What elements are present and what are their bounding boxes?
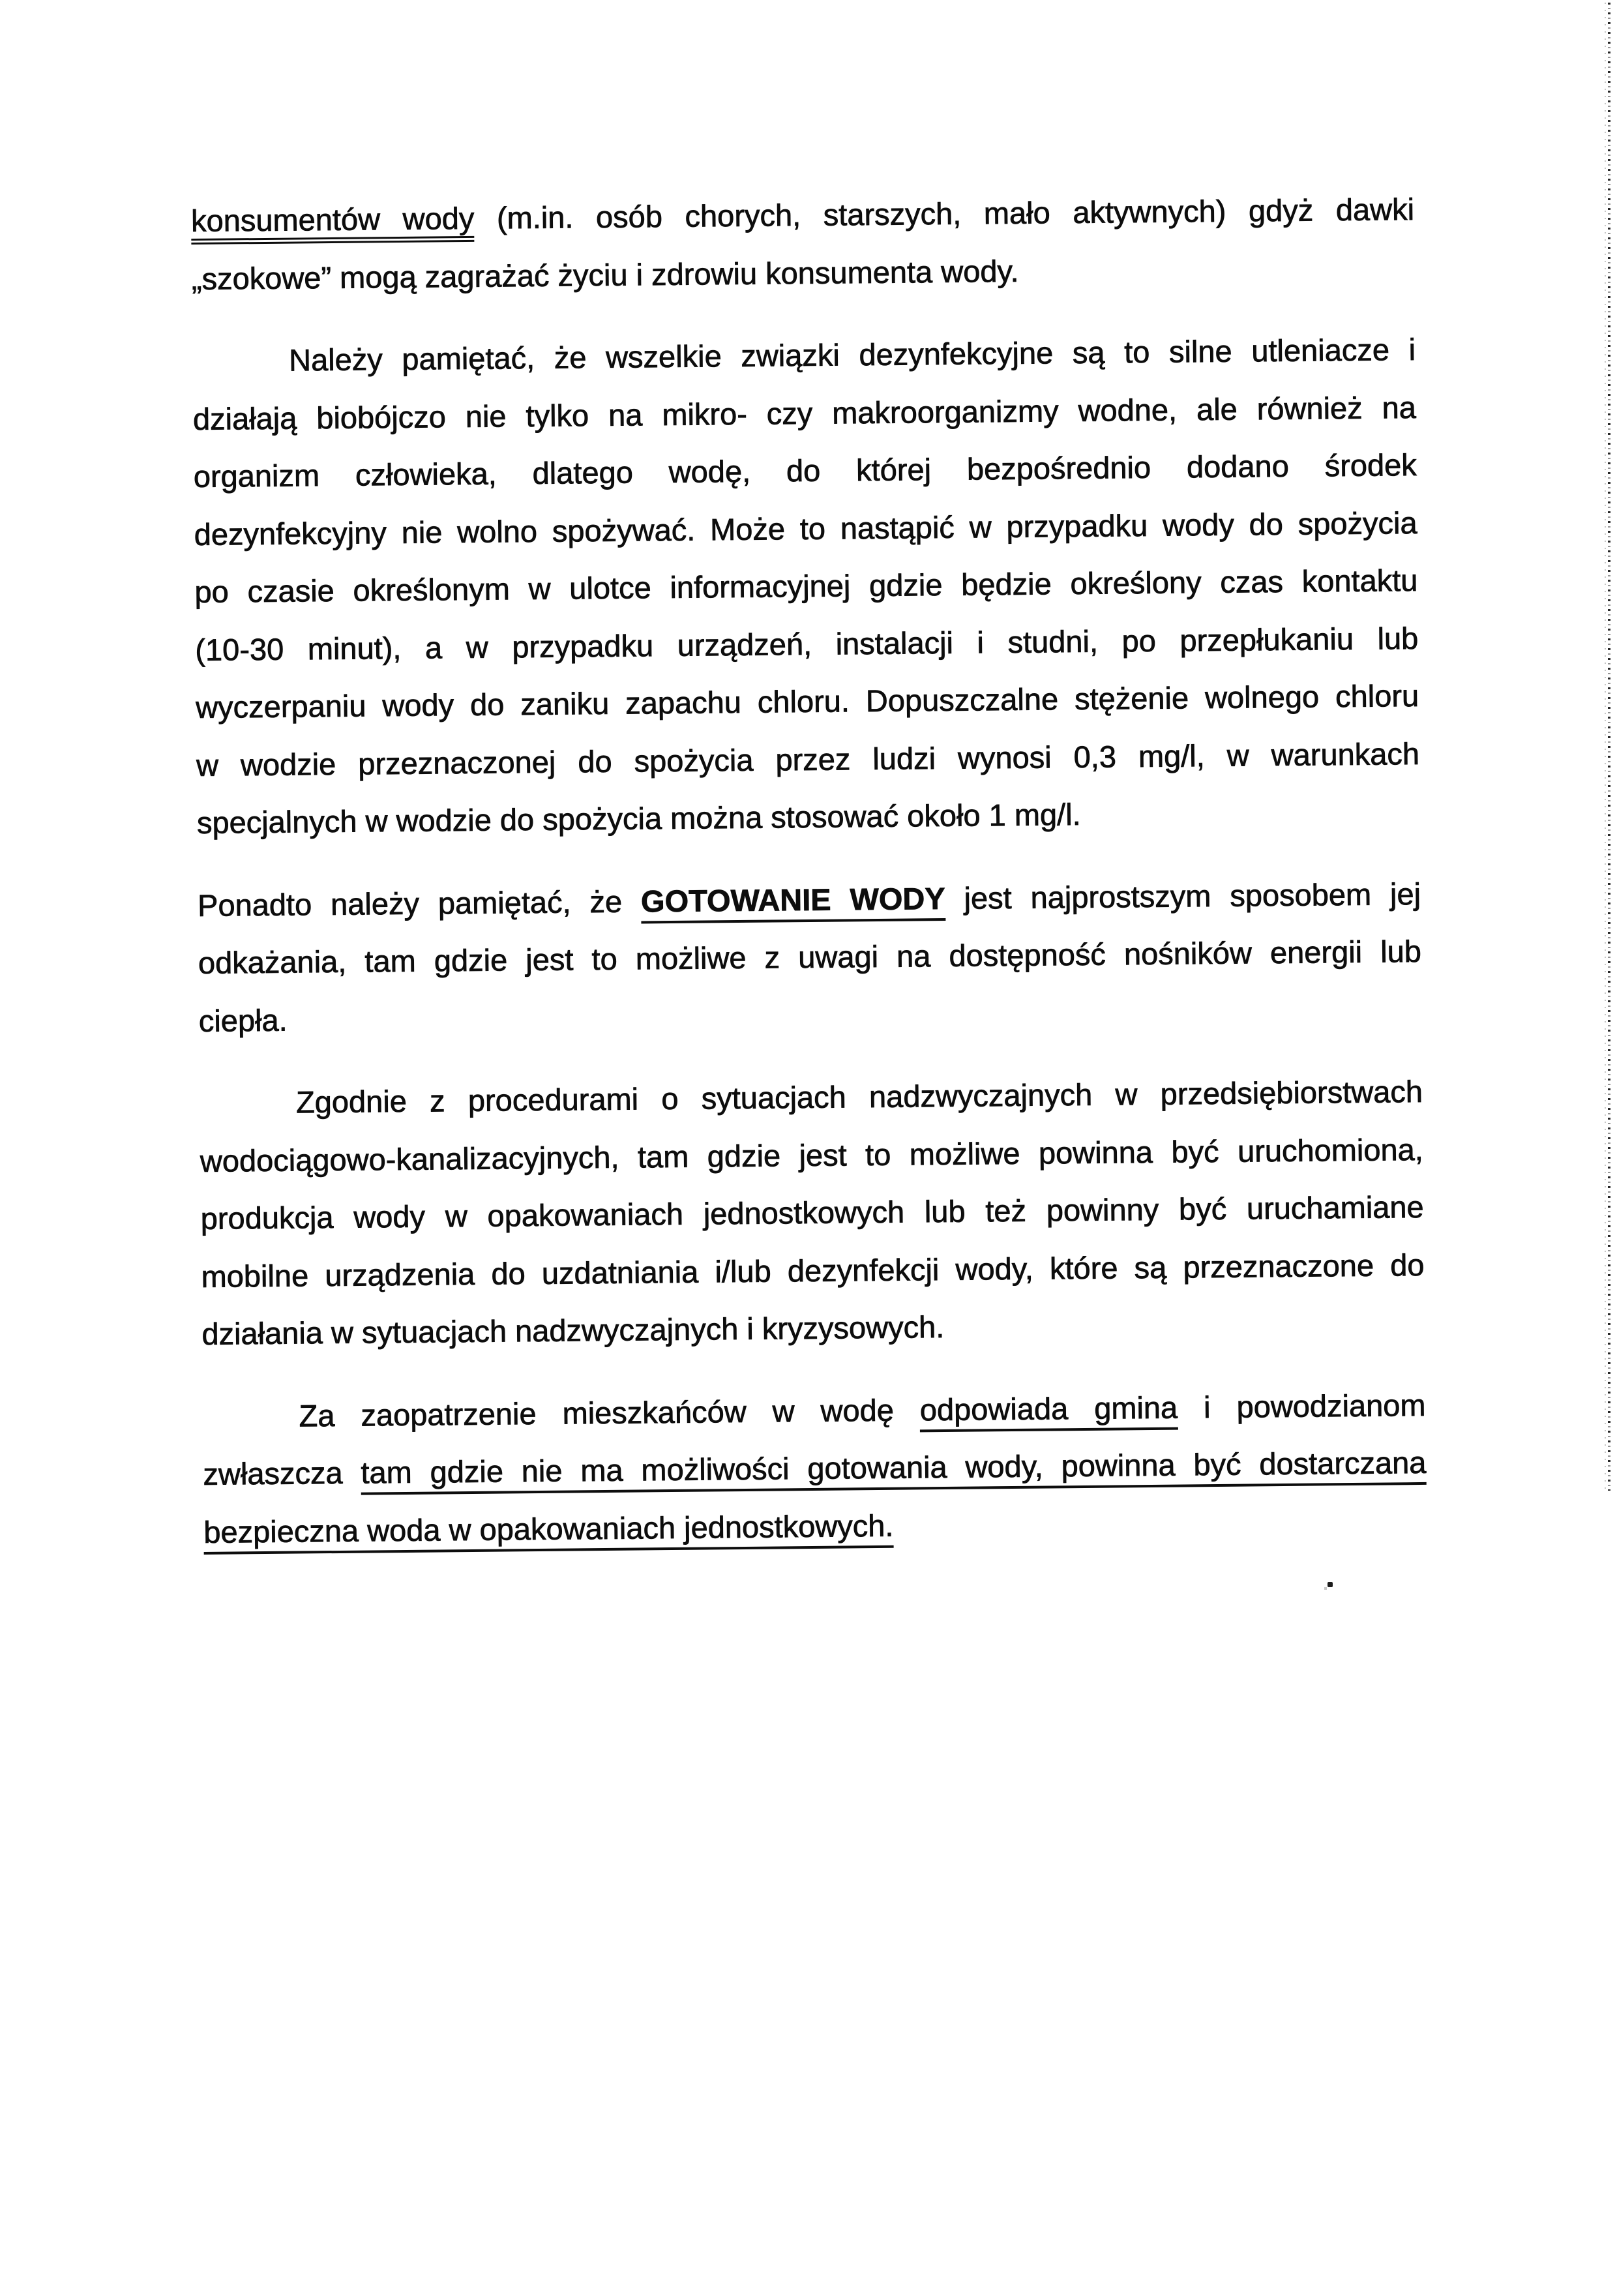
ink-speck xyxy=(1328,1582,1333,1587)
text-line xyxy=(201,1294,1425,1364)
text-segment: po czasie określonym w ulotce informacyjnej gdzie będzie określony czas kontaktu xyxy=(194,562,1418,610)
text-line xyxy=(196,667,1419,737)
text-segment: Za zaopatrzenie mieszkańców w wodę xyxy=(299,1392,921,1433)
text-segment: dezynfekcyjny nie wolno spożywać. Może to nastąpić w przypadku wody do spożycia xyxy=(194,505,1417,552)
text-segment: Ponadto należy pamiętać, że xyxy=(197,883,642,923)
paragraph xyxy=(200,1063,1425,1363)
text-segment: i powodzianom xyxy=(1177,1387,1426,1425)
text-line xyxy=(198,980,1422,1050)
text-segment: działania w sytuacjach nadzwyczajnych i kryzysowych. xyxy=(201,1309,945,1351)
text-segment: (m.in. osób chorych, starszych, mało aktywnych) gdyż dawki xyxy=(474,192,1415,235)
paragraph xyxy=(202,1376,1427,1560)
text-segment: (10-30 minut), a w przypadku urządzeń, instalacji i studni, po przepłukaniu lub xyxy=(195,620,1419,667)
underlined-text-segment: tam gdzie nie ma możliwości gotowania wody, powinna być dostarczana xyxy=(361,1445,1427,1495)
text-line xyxy=(196,783,1420,852)
text-line xyxy=(200,1178,1424,1248)
text-line xyxy=(203,1491,1427,1561)
text-segment: zwłaszcza xyxy=(203,1455,361,1491)
text-segment: wodociągowo-kanalizacyjnych, tam gdzie jest to możliwe powinna być uruchomiona, xyxy=(200,1131,1424,1178)
text-line xyxy=(193,436,1417,506)
text-segment: mobilne urządzenia do uzdatniania i/lub dezynfekcji wody, które są przeznaczone do xyxy=(201,1247,1425,1294)
text-line xyxy=(198,923,1422,992)
paragraph xyxy=(191,181,1416,308)
text-segment: organizm człowieka, dlatego wodę, do której bezpośrednio dodano środek xyxy=(193,447,1417,494)
text-segment: specjalnych w wodzie do spożycia można stosować około 1 mg/l. xyxy=(196,796,1081,840)
text-segment: wyczerpaniu wody do zaniku zapachu chloru. Dopuszczalne stężenie wolnego chloru xyxy=(195,678,1419,724)
underlined-text-segment: GOTOWANIE WODY xyxy=(641,880,945,923)
text-segment: jest najprostszym sposobem jej xyxy=(945,876,1421,916)
text-line xyxy=(196,724,1420,794)
text-segment: Należy pamiętać, że wszelkie związki dezynfekcyjne są to silne utleniacze i xyxy=(288,332,1416,378)
text-line xyxy=(200,1063,1423,1133)
text-line xyxy=(192,321,1416,391)
underlined-text-segment: konsumentów wody xyxy=(191,201,475,245)
text-segment: produkcja wody w opakowaniach jednostkowych lub też powinny być uruchamiane xyxy=(200,1189,1424,1236)
text-line xyxy=(191,181,1415,250)
text-segment: odkażania, tam gdzie jest to możliwe z uwagi na dostępność nośników energii lub xyxy=(198,933,1422,980)
underlined-text-segment: odpowiada gmina xyxy=(920,1390,1178,1432)
text-segment: w wodzie przeznaczonej do spożycia przez ludzi wynosi 0,3 mg/l, w warunkach xyxy=(196,736,1420,783)
scan-edge-artifact-line xyxy=(1608,3,1610,1491)
text-segment: „szokowe” mogą zagrażać życiu i zdrowiu konsumenta wody. xyxy=(191,253,1019,296)
text-segment: ciepła. xyxy=(198,1002,288,1038)
text-line xyxy=(194,552,1418,621)
text-line xyxy=(203,1434,1427,1504)
text-line xyxy=(191,239,1415,308)
text-segment: Zgodnie z procedurami o sytuacjach nadzwyczajnych w przedsiębiorstwach xyxy=(295,1073,1423,1120)
paragraph xyxy=(198,865,1422,1049)
document-text-block xyxy=(191,181,1427,1561)
underlined-text-segment: bezpieczna woda w opakowaniach jednostkowych. xyxy=(203,1508,894,1554)
text-line xyxy=(201,1236,1425,1305)
text-segment: działają biobójczo nie tylko na mikro- czy makroorganizmy wodne, ale również na xyxy=(192,389,1417,436)
paragraph xyxy=(192,321,1421,852)
